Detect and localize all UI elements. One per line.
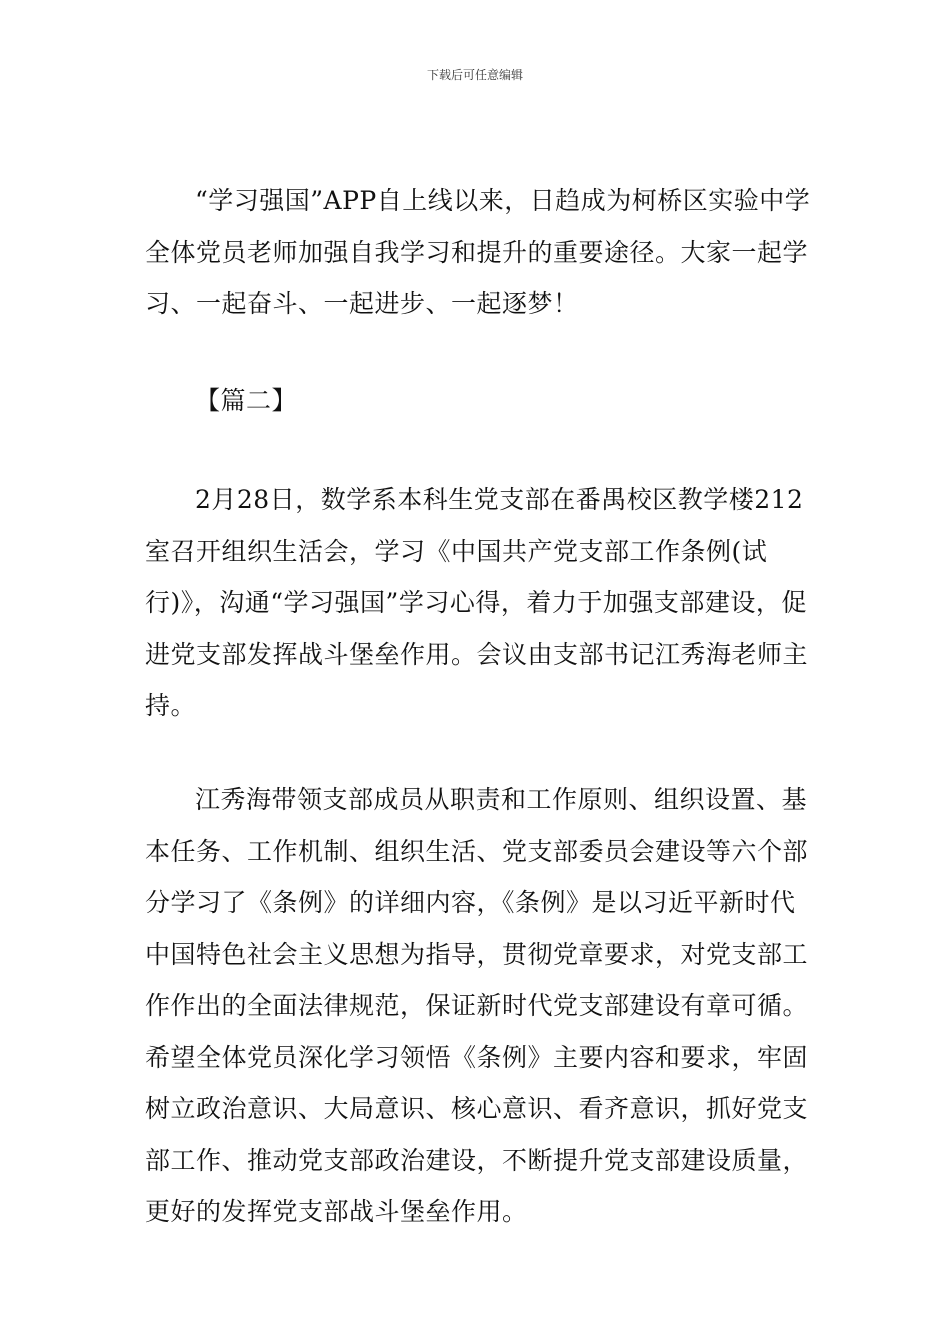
paragraph-1: “学习强国”APP自上线以来，日趋成为柯桥区实验中学全体党员老师加强自我学习和提升的重要途径。大家一起学习、一起奋斗、一起进步、一起逐梦！ [145,186,811,318]
section-heading: 【篇二】 [195,386,298,415]
section-heading-block [145,375,815,427]
paragraph-2: 2月28日，数学系本科生党支部在番禺校区教学楼212室召开组织生活会，学习《中国共产党支部工作条例(试行)》，沟通“学习强国”学习心得，着力于加强支部建设，促进党支部发挥战斗堡垒作用。会议由支部书记江秀海老师主持。 [145,485,809,720]
header-note: 下载后可任意编辑 [426,68,523,82]
paragraph-3: 江秀海带领支部成员从职责和工作原则、组织设置、基本任务、工作机制、组织生活、党支部委员会建设等六个部分学习了《条例》的详细内容，《条例》是以习近平新时代中国特色社会主义思想为指导，贯彻党章要求，对党支部工作作出的全面法律规范，保证新时代党支部建设有章可循。希望全体党员深化学习领悟《条例》主要内容和要求，牢固树立政治意识、大局意识、核心意识、看齐意识，抓好党支部工作、推动党支部政治建设，不断提升党支部建设质量，更好的发挥党支部战斗堡垒作用。 [145,785,809,1226]
paragraph-3-block [145,774,815,1238]
paragraph-2-block [145,474,815,732]
paragraph-1-block [145,175,815,330]
